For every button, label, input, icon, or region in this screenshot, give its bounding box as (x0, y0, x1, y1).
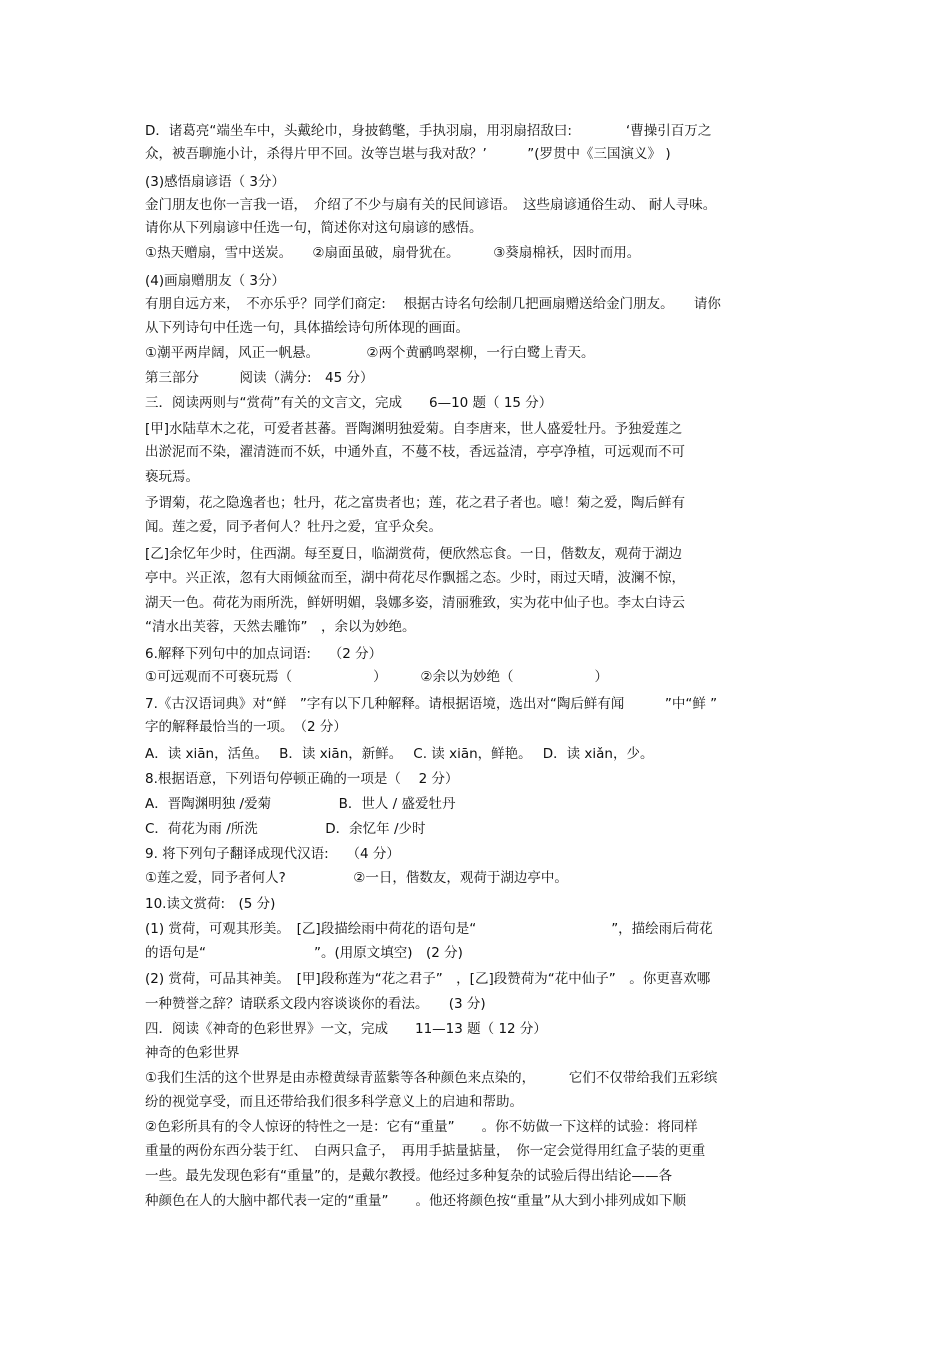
text-line: 重量的两份东西分装于红、 白两只盒子， 再用手掂量掂量， 你一定会觉得用红盒子装的更重 (145, 1143, 706, 1159)
text-line: 有朋自远方来， 不亦乐乎？同学们商定: 根据古诗名句绘制几把画扇赠送给金门朋友。 请你 (145, 296, 721, 312)
text-line: 一些。最先发现色彩有“重量”的，是戴尔教授。他经过多种复杂的试验后得出结论——各 (145, 1168, 672, 1184)
text-line: (1) 赏荷，可观其形美。 [乙]段描绘雨中荷花的语句是“ ”，描绘雨后荷花 (145, 921, 713, 937)
question-8: 8.根据语意，下列语句停顿正确的一项是（ 2 分） (145, 771, 459, 787)
text-line: 予谓菊，花之隐逸者也；牡丹，花之富贵者也；莲，花之君子者也。噫！菊之爱，陶后鲜有 (145, 495, 685, 511)
answer-options: C．荷花为雨 /所洗 D．余忆年 /少时 (145, 821, 426, 837)
text-line: 一种赞誉之辞？请联系文段内容谈谈你的看法。 (3 分) (145, 996, 486, 1012)
text-line: 金门朋友也你一言我一语， 介绍了不少与扇有关的民间谚语。 这些扇谚通俗生动、 耐人寻味。 (145, 197, 717, 213)
text-line: 湖天一色。荷花为雨所洗，鲜妍明媚，袅娜多姿，清丽雅致，实为花中仙子也。李太白诗云 (145, 595, 685, 611)
text-line: 纷的视觉享受，而且还带给我们很多科学意义上的启迪和帮助。 (145, 1094, 523, 1110)
text-line: 亭中。兴正浓，忽有大雨倾盆而至，湖中荷花尽作飘摇之态。少时，雨过天晴，波澜不惊， (145, 570, 685, 586)
question-heading: 三．阅读两则与“赏荷”有关的文言文，完成 6—10 题（ 15 分） (145, 395, 553, 411)
question-heading: 四．阅读《神奇的色彩世界》一文，完成 11—13 题（ 12 分） (145, 1021, 547, 1037)
text-line: 从下列诗句中任选一句，具体描绘诗句所体现的画面。 (145, 320, 469, 336)
section-heading: (3)感悟扇谚语（ 3分） (145, 174, 286, 190)
answer-options: A．晋陶渊明独 /爱菊 B．世人 / 盛爱牡丹 (145, 796, 456, 812)
question-7: 7.《古汉语词典》对“鲜 ”字有以下几种解释。请根据语境，选出对“陶后鲜有闻 ”中“鲜 ” (145, 696, 718, 712)
text-line: ①我们生活的这个世界是由赤橙黄绿青蓝紫等各种颜色来点染的， 它们不仅带给我们五彩缤 (145, 1070, 718, 1086)
text-line: 闻。莲之爱，同予者何人？牡丹之爱，宜乎众矣。 (145, 519, 442, 535)
text-line: D．诸葛亮“端坐车中，头戴纶巾，身披鹤氅，手执羽扇，用羽扇招敌曰: ‘曹操引百万之 (145, 123, 712, 139)
text-line: 请你从下列扇谚中任选一句，简述你对这句扇谚的感悟。 (145, 220, 483, 236)
text-line: 亵玩焉。 (145, 469, 199, 485)
part-heading: 第三部分 阅读（满分: 45 分） (145, 370, 374, 386)
article-title: 神奇的色彩世界 (145, 1045, 240, 1061)
text-line: (2) 赏荷，可品其神美。 [甲]段称莲为“花之君子” ，[乙]段赞荷为“花中仙子” 。你更喜欢哪 (145, 971, 711, 987)
text-line: [乙]余忆年少时，住西湖。每至夏日，临湖赏荷，便欣然忘食。一日，偕数友，观荷于湖边 (145, 546, 683, 562)
text-line: 众，被吾聊施小计，杀得片甲不回。汝等岂堪与我对敌？’ ”(罗贯中《三国演义》 ) (145, 146, 671, 162)
text-line: 出淤泥而不染，濯清涟而不妖，中通外直，不蔓不枝，香远益清，亭亭净植，可远观而不可 (145, 444, 685, 460)
text-line: ①潮平两岸阔，风正一帆悬。 ②两个黄鹂鸣翠柳，一行白鹭上青天。 (145, 345, 595, 361)
text-line: 字的解释最恰当的一项。 （2 分） (145, 719, 347, 735)
text-line: 种颜色在人的大脑中都代表一定的“重量” 。他还将颜色按“重量”从大到小排列成如下顺 (145, 1193, 686, 1209)
text-line: 的语句是“ ”。(用原文填空) (2 分) (145, 945, 463, 961)
question-10: 10.读文赏荷: (5 分) (145, 896, 276, 912)
answer-options: A．读 xiān，活鱼。 B．读 xiān，新鲜。 C. 读 xiān，鲜艳。 D．读 xiǎn，少。 (145, 746, 654, 762)
text-line: “清水出芙蓉，天然去雕饰” ，余以为妙绝。 (145, 619, 416, 635)
text-line: [甲]水陆草木之花，可爱者甚蕃。晋陶渊明独爱菊。自李唐来，世人盛爱牡丹。予独爱莲之 (145, 421, 683, 437)
question-6: 6.解释下列句中的加点词语: （2 分） (145, 646, 383, 662)
section-heading: (4)画扇赠朋友（ 3分） (145, 273, 286, 289)
question-9: 9. 将下列句子翻译成现代汉语: （4 分） (145, 846, 400, 862)
text-line: ②色彩所具有的令人惊讶的特性之一是：它有“重量” 。你不妨做一下这样的试验：将同样 (145, 1119, 698, 1135)
text-line: ①可远观而不可亵玩焉（ ） ②余以为妙绝（ ） (145, 669, 608, 685)
text-line: ①热天赠扇，雪中送炭。 ②扇面虽破，扇骨犹在。 ③葵扇棉袄，因时而用。 (145, 245, 641, 261)
text-line: ①莲之爱，同予者何人? ②一日，偕数友，观荷于湖边亭中。 (145, 870, 568, 886)
